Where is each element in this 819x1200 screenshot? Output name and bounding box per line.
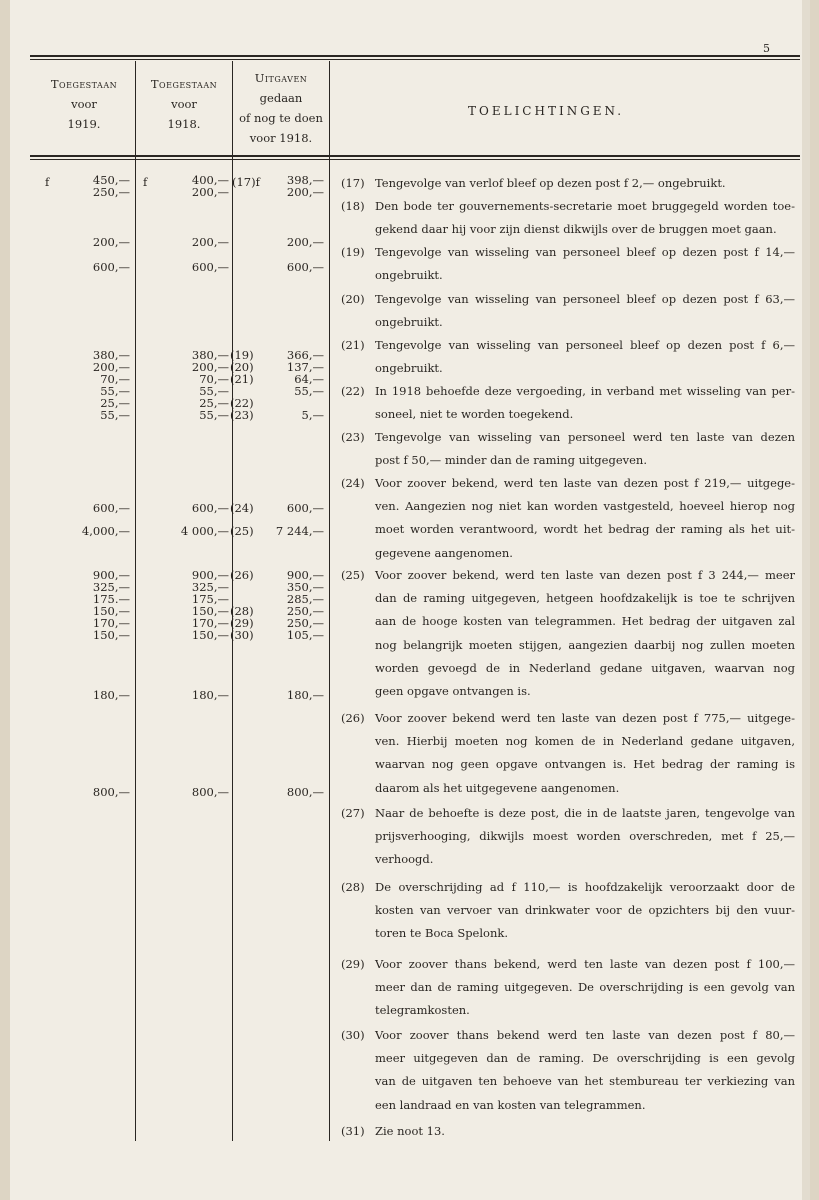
note-line: Tengevolge van wisseling van personeel bleef op dezen post f 63,— (375, 292, 795, 306)
note-number: (31) (341, 1124, 365, 1138)
amount-cell: 170,— (92, 616, 130, 630)
note-line: verhoogd. (375, 852, 434, 867)
amount-cell: 325,— (191, 580, 229, 594)
amount-cell: 200,— (191, 185, 229, 199)
note-line: Voor zoover thans bekend werd ten laste van dezen post f 80,— (375, 1028, 795, 1042)
note-number: (20) (341, 292, 365, 306)
note-number: (18) (341, 199, 365, 213)
note-line: Tengevolge van wisseling van personeel werd ten laste van dezen (375, 430, 795, 444)
amount-cell: 180,— (286, 688, 324, 702)
header-rule (30, 155, 800, 157)
note-reference: (26) (230, 568, 254, 582)
note-line: Tengevolge van verlof bleef op dezen post f 2,— ongebruikt. (375, 176, 726, 190)
amount-cell: 285,— (286, 592, 324, 606)
note-line: Voor zoover bekend werd ten laste van dezen post f 775,— uitgege- (375, 711, 795, 725)
note-line: De overschrijding ad f 110,— is hoofdzakelijk veroorzaakt door de (375, 880, 795, 894)
note-line: ongebruikt. (375, 361, 443, 376)
amount-cell: 55,— (100, 408, 130, 422)
note-line: ven. Aangezien nog niet kan worden vastgesteld, hoeveel hierop nog (375, 499, 795, 514)
note-reference: (22) (230, 396, 254, 410)
amount-cell: 200,— (286, 185, 324, 199)
note-number: (22) (341, 384, 365, 398)
note-line: Den bode ter gouvernements-secretarie moet bruggegeld worden toe- (375, 199, 795, 213)
note-line: post f 50,— minder dan de raming uitgegeven. (375, 453, 647, 468)
header-uitgaven (233, 68, 329, 148)
header-line: of nog te doen (239, 111, 323, 125)
amount-cell: 150,— (92, 604, 130, 618)
amount-cell: 64,— (294, 372, 324, 386)
note-line: meer dan de raming uitgegeven. De overschrijding is een gevolg van (375, 980, 795, 995)
header-line: voor (171, 97, 197, 111)
amount-cell: 250,— (92, 185, 130, 199)
note-line: prijsverhooging, dikwijls moest worden overschreden, met f 25,— (375, 829, 795, 844)
header-line: voor (71, 97, 97, 111)
amount-cell: 180,— (92, 688, 130, 702)
currency-marker: f (45, 175, 50, 189)
note-reference: (25) (230, 524, 254, 538)
amount-cell: 55,— (100, 384, 130, 398)
note-line: toren te Boca Spelonk. (375, 926, 508, 941)
note-line: kosten van vervoer van drinkwater voor de opzichters bij den vuur- (375, 903, 795, 918)
amount-cell: 398,— (286, 173, 324, 187)
header-rule-thin (30, 159, 800, 160)
amount-cell: 55,— (199, 408, 229, 422)
note-reference: (21) (230, 372, 254, 386)
header-toegestaan-1918 (136, 74, 232, 134)
amount-cell: 600,— (191, 260, 229, 274)
amount-cell: 450,— (92, 173, 130, 187)
amount-cell: 380,— (92, 348, 130, 362)
note-line: waarvan nog geen opgave ontvangen is. Het bedrag der raming is (375, 757, 795, 772)
note-number: (27) (341, 806, 365, 820)
amount-cell: 600,— (286, 501, 324, 515)
amount-cell: 600,— (286, 260, 324, 274)
amount-cell: 200,— (92, 235, 130, 249)
amount-cell: 25,— (199, 396, 229, 410)
note-reference: (23) (230, 408, 254, 422)
column-divider (329, 61, 330, 1141)
note-number: (21) (341, 338, 365, 352)
note-line: telegramkosten. (375, 1003, 470, 1018)
note-line: Tengevolge van wisseling van personeel bleef op dezen post f 6,— (375, 338, 795, 352)
note-reference: (29) (230, 616, 254, 630)
note-number: (25) (341, 568, 365, 582)
header-line: 1919. (67, 117, 101, 131)
amount-cell: 55,— (294, 384, 324, 398)
amount-cell: 366,— (286, 348, 324, 362)
column-divider (135, 61, 136, 1141)
amount-cell: 180,— (191, 688, 229, 702)
amount-cell: 350,— (286, 580, 324, 594)
note-line: Voor zoover bekend, werd ten laste van dezen post f 219,— uitgege- (375, 476, 795, 490)
note-number: (26) (341, 711, 365, 725)
amount-cell: 105,— (286, 628, 324, 642)
amount-cell: 800,— (191, 785, 229, 799)
amount-cell: 5,— (301, 408, 324, 422)
amount-cell: 4 000,— (180, 524, 229, 538)
note-number: (23) (341, 430, 365, 444)
currency-marker: f (143, 175, 148, 189)
amount-cell: 25,— (100, 396, 130, 410)
top-rule (30, 55, 800, 57)
header-line: gedaan (259, 91, 303, 105)
note-reference: (30) (230, 628, 254, 642)
note-line: gekend daar hij voor zijn dienst dikwijls over de bruggen moet gaan. (375, 222, 777, 237)
note-line: soneel, niet te worden toegekend. (375, 407, 574, 422)
note-line: Zie noot 13. (375, 1124, 445, 1138)
header-line: voor 1918. (249, 131, 313, 145)
column-divider (232, 61, 233, 1141)
amount-cell: 200,— (191, 235, 229, 249)
note-line: ongebruikt. (375, 268, 443, 283)
amount-cell: 137,— (286, 360, 324, 374)
note-line: meer uitgegeven dan de raming. De overschrijding is een gevolg (375, 1051, 795, 1066)
note-number: (29) (341, 957, 365, 971)
amount-cell: 4,000,— (81, 524, 130, 538)
amount-cell: 150,— (92, 628, 130, 642)
amount-cell: 200,— (92, 360, 130, 374)
note-line: daarom als het uitgegevene aangenomen. (375, 780, 620, 795)
note-number: (28) (341, 880, 365, 894)
note-reference: (28) (230, 604, 254, 618)
amount-cell: 400,— (191, 173, 229, 187)
amount-cell: 900,— (286, 568, 324, 582)
note-reference: (24) (230, 501, 254, 515)
note-line: moet worden verantwoord, wordt het bedrag der raming als het uit- (375, 522, 795, 537)
header-toegestaan-1919 (36, 74, 132, 134)
header-line: 1918. (167, 117, 201, 131)
amount-cell: 150,— (191, 628, 229, 642)
page-edge (802, 0, 810, 1200)
note-reference: (19) (230, 348, 254, 362)
page-number: 5 (763, 42, 770, 55)
amount-cell: 600,— (92, 501, 130, 515)
note-reference: (20) (230, 360, 254, 374)
amount-cell: 380,— (191, 348, 229, 362)
note-line: ongebruikt. (375, 315, 443, 330)
amount-cell: 600,— (92, 260, 130, 274)
amount-cell: 175,— (191, 592, 229, 606)
top-rule-thin (30, 59, 800, 60)
amount-cell: 70,— (199, 372, 229, 386)
currency-marker: (17)f (232, 175, 260, 189)
amount-cell: 7 244,— (275, 524, 324, 538)
note-number: (17) (341, 176, 365, 190)
amount-cell: 175.— (92, 592, 130, 606)
amount-cell: 800,— (92, 785, 130, 799)
note-line: Tengevolge van wisseling van personeel bleef op dezen post f 14,— (375, 245, 795, 259)
note-line: van de uitgaven ten behoeve van het stembureau ter verkiezing van (375, 1074, 795, 1089)
note-line: nog belangrijk moeten stijgen, aangezien daarbij nog zullen moeten (375, 637, 795, 652)
note-line: In 1918 behoefde deze vergoeding, in verband met wisseling van per- (375, 384, 795, 398)
header-heading: Uitgaven (254, 71, 308, 85)
header-heading: Toegestaan (50, 77, 118, 91)
note-number: (30) (341, 1028, 365, 1042)
amount-cell: 200,— (191, 360, 229, 374)
note-line: een landraad en van kosten van telegrammen. (375, 1097, 646, 1112)
note-line: worden gevoegd de in Nederland gedane uitgaven, waarvan nog (375, 660, 795, 675)
note-line: geen opgave ontvangen is. (375, 684, 531, 698)
amount-cell: 250,— (286, 616, 324, 630)
note-line: Naar de behoefte is deze post, die in de laatste jaren, tengevolge van (375, 806, 795, 820)
header-toelichtingen: TOELICHTINGEN. (468, 104, 625, 118)
amount-cell: 600,— (191, 501, 229, 515)
amount-cell: 200,— (286, 235, 324, 249)
note-line: ven. Hierbij moeten nog komen de in Nederland gedane uitgaven, (375, 734, 795, 749)
amount-cell: 250,— (286, 604, 324, 618)
note-line: gegevene aangenomen. (375, 545, 513, 560)
header-heading: Toegestaan (150, 77, 218, 91)
note-line: Voor zoover thans bekend, werd ten laste van dezen post f 100,— (375, 957, 795, 971)
note-line: aan de hooge kosten van telegrammen. Het bedrag der uitgaven zal (375, 614, 795, 629)
note-line: Voor zoover bekend, werd ten laste van dezen post f 3 244,— meer (375, 568, 795, 582)
note-number: (24) (341, 476, 365, 490)
amount-cell: 900,— (191, 568, 229, 582)
amount-cell: 800,— (286, 785, 324, 799)
amount-cell: 900,— (92, 568, 130, 582)
note-number: (19) (341, 245, 365, 259)
note-line: dan de raming uitgegeven, hetgeen hoofdzakelijk is toe te schrijven (375, 591, 795, 606)
amount-cell: 55,— (199, 384, 229, 398)
amount-cell: 150,— (191, 604, 229, 618)
amount-cell: 170,— (191, 616, 229, 630)
amount-cell: 70,— (100, 372, 130, 386)
amount-cell: 325,— (92, 580, 130, 594)
